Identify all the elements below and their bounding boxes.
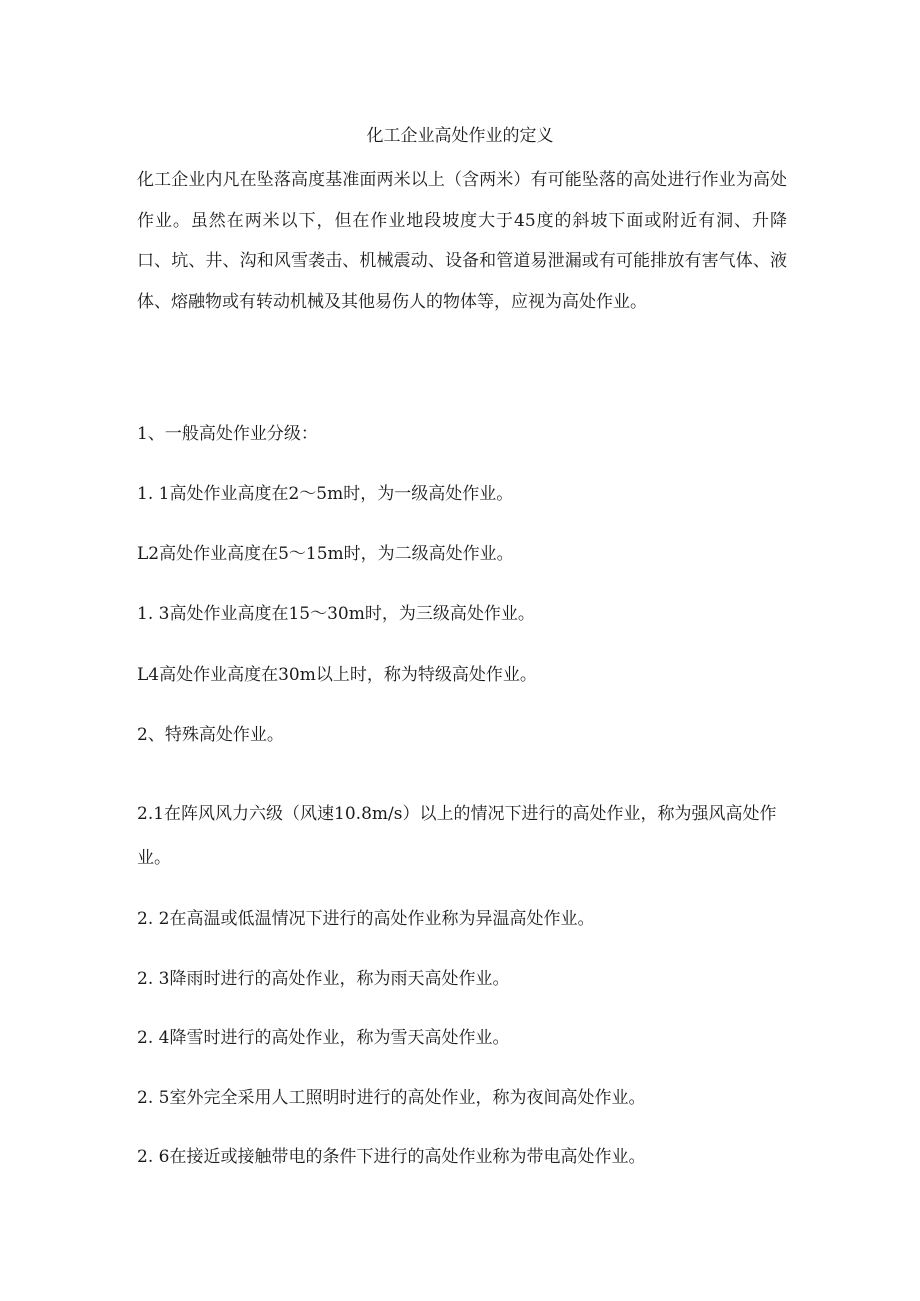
section2-item-2: 2. 2在高温或低温情况下进行的高处作业称为异温高处作业。 (137, 909, 595, 929)
section2-item-3: 2. 3降雨时进行的高处作业，称为雨天高处作业。 (137, 969, 510, 989)
section2-heading: 2、特殊高处作业。 (137, 725, 284, 745)
section1-item-2: L2高处作业高度在5～15m时，为二级高处作业。 (137, 544, 514, 564)
section1-heading: 1、一般高处作业分级： (137, 424, 318, 444)
section1-item-4: L4高处作业高度在30m以上时，称为特级高处作业。 (137, 665, 537, 685)
section1-item-3: 1. 3高处作业高度在15～30m时，为三级高处作业。 (137, 604, 535, 624)
section2-item-1: 2.1在阵风风力六级（风速10.8m∕s）以上的情况下进行的高处作业，称为强风高处作业。 (137, 804, 777, 868)
section2-item-5: 2. 5室外完全采用人工照明时进行的高处作业，称为夜间高处作业。 (137, 1088, 646, 1108)
section1-item-1: 1. 1高处作业高度在2～5m时，为一级高处作业。 (137, 484, 514, 504)
section2-item-6: 2. 6在接近或接触带电的条件下进行的高处作业称为带电高处作业。 (137, 1147, 646, 1167)
section2-item-4: 2. 4降雪时进行的高处作业，称为雪天高处作业。 (137, 1028, 510, 1048)
intro-paragraph: 化工企业内凡在坠落高度基准面两米以上（含两米）有可能坠落的高处进行作业为高处作业。虽然在两米以下，但在作业地段坡度大于45度的斜坡下面或附近有洞、升降口、坑、井、沟和风雪袭击、机械震动、设备和管道易泄漏或有可能排放有害气体、液体、熔融物或有转动机械及其他易伤人的物体等，应视为高处作业。 (137, 170, 787, 312)
document-title: 化工企业高处作业的定义 (366, 126, 554, 146)
